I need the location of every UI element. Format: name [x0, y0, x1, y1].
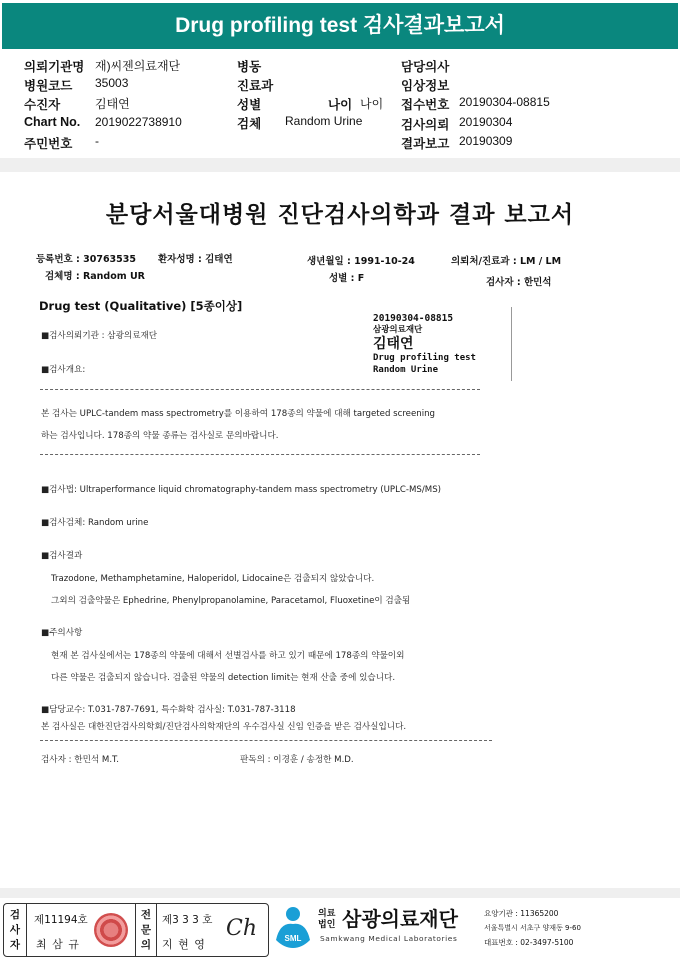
label-char: 자 — [9, 939, 21, 951]
overview-heading: ■검사개요: — [41, 365, 86, 375]
handwritten-signature: Ch — [226, 916, 258, 941]
sml-logo-icon — [272, 904, 314, 950]
value-patient: 김태연 — [95, 97, 130, 111]
value-receipt-no: 20190304-08815 — [459, 95, 550, 109]
label-line-2: 삼광의료재단 — [373, 325, 423, 335]
label-char: 전 — [140, 909, 152, 921]
request-org: ■검사의뢰기관 : 삼광의료재단 — [41, 331, 158, 341]
examiner-vertical-label — [4, 904, 27, 956]
specimen-type: ■검사검체: Random urine — [41, 518, 149, 528]
label-department: 진료과 — [237, 79, 274, 93]
corp-label — [318, 909, 335, 931]
patient-name: 환자성명 : 김태연 — [158, 254, 233, 265]
report-title: 분당서울대병원 진단검사의학과 결과 보고서 — [105, 202, 575, 228]
certification: 본 검사실은 대한진단검사의학회/진단검사의학재단의 우수검사실 신임 인증을 받은 검사실입니다. — [41, 722, 407, 732]
value-age: 나이 — [360, 97, 384, 111]
value-resident-no: - — [95, 134, 99, 148]
value-hospital-code: 35003 — [95, 76, 129, 90]
separator-band — [0, 158, 680, 172]
specimen-label — [367, 307, 512, 381]
org-name: 삼광의료재단 — [342, 907, 458, 931]
result-line-1: Trazodone, Methamphetamine, Haloperidol, Lidocaine은 검출되지 않았습니다. — [51, 574, 375, 584]
caution-line-2: 다른 약물은 검출되지 않습니다. 검출된 약물의 detection limit는 현재 산출 중에 있습니다. — [51, 673, 396, 683]
divider — [40, 740, 492, 741]
label-line-1: 20190304-08815 — [373, 313, 454, 324]
signature-table — [3, 903, 269, 957]
reg-no: 등록번호 : 30763535 — [36, 254, 137, 265]
label-line-5: Random Urine — [373, 365, 439, 375]
label-resident-no: 주민번호 — [24, 137, 73, 151]
examiner-license: 제11194호 — [34, 914, 88, 926]
corp-label-1: 의료 — [318, 909, 336, 919]
specialist-vertical-label — [135, 904, 157, 956]
label-hospital-code: 병원코드 — [24, 79, 73, 93]
sig-examiner: 검사자 : 한민석 M.T. — [41, 755, 120, 765]
result-heading: ■검사결과 — [41, 551, 83, 561]
result-line-2: 그외의 검출약물은 Ephedrine, Phenylpropanolamine, Paracetamol, Fluoxetine이 검출됨 — [51, 596, 411, 606]
stamp-seal-icon — [94, 913, 128, 947]
sig-reader: 판독의 : 이경훈 / 송정한 M.D. — [240, 755, 354, 765]
label-clinical-info: 임상정보 — [401, 79, 450, 93]
separator-band — [0, 888, 680, 898]
examiner-name: 최 삼 규 — [36, 938, 80, 951]
overview-line-1: 본 검사는 UPLC-tandem mass spectrometry를 이용하여 178종의 약물에 대해 targeted screening — [41, 409, 435, 419]
label-requesting-org: 의뢰기관명 — [24, 60, 85, 74]
corp-label-2: 법인 — [318, 920, 336, 930]
logo-text: SML — [284, 934, 302, 943]
divider — [40, 389, 480, 390]
value-specimen: Random Urine — [285, 114, 363, 128]
label-receipt-no: 접수번호 — [401, 98, 450, 112]
value-requesting-org: 재)씨젠의료재단 — [95, 59, 181, 73]
label-line-3: 김태연 — [373, 336, 414, 352]
caution-line-1: 현재 본 검사실에서는 178종의 약물에 대해서 선별검사를 하고 있기 때문에 178종의 약물이외 — [51, 651, 405, 661]
label-char: 문 — [140, 924, 152, 936]
divider — [40, 454, 480, 455]
label-patient: 수진자 — [24, 98, 61, 112]
info-grid — [0, 55, 680, 155]
org-english-name: Samkwang Medical Laboratories — [320, 934, 458, 943]
label-report-date: 결과보고 — [401, 137, 450, 151]
test-title: Drug test (Qualitative) [5종이상] — [39, 299, 243, 313]
label-request-date: 검사의뢰 — [401, 118, 450, 132]
label-specimen: 검체 — [237, 117, 262, 131]
requester: 의뢰처/진료과 : LM / LM — [451, 256, 562, 267]
specimen-name: 검체명 : Random UR — [45, 271, 145, 282]
label-line-4: Drug profiling test — [373, 353, 476, 363]
label-char: 검 — [9, 909, 21, 921]
label-doctor: 담당의사 — [401, 60, 450, 74]
contact: ■담당교수: T.031-787-7691, 특수화학 검사실: T.031-787-3118 — [41, 705, 296, 715]
label-char: 사 — [9, 924, 21, 936]
specialist-license: 제3 3 3 호 — [162, 914, 213, 926]
method: ■검사법: Ultraperformance liquid chromatography-tandem mass spectrometry (UPLC-MS/MS) — [41, 485, 441, 495]
label-ward: 병동 — [237, 60, 262, 74]
value-request-date: 20190304 — [459, 115, 513, 129]
label-age: 나이 — [328, 98, 353, 112]
overview-line-2: 하는 검사입니다. 178종의 약물 종류는 검사실로 문의바랍니다. — [41, 431, 279, 441]
value-report-date: 20190309 — [459, 134, 513, 148]
sex: 성별 : F — [329, 273, 365, 284]
caution-heading: ■주의사항 — [41, 628, 83, 638]
value-chart-no: 2019022738910 — [95, 115, 182, 129]
page-title: Drug profiling test 검사결과보고서 — [175, 14, 505, 37]
specialist-name: 지 현 영 — [162, 938, 206, 951]
phone: 대표번호 : 02-3497-5100 — [484, 938, 574, 947]
address: 서울특별시 서초구 양재동 9-60 — [484, 924, 581, 932]
examiner: 검사자 : 한민석 — [486, 277, 552, 288]
label-char: 의 — [140, 939, 152, 951]
label-sex: 성별 — [237, 98, 262, 112]
birth-date: 생년월일 : 1991-10-24 — [307, 256, 415, 267]
label-chart-no: Chart No. — [24, 115, 81, 129]
institution-code: 요양기관 : 11365200 — [484, 909, 559, 918]
